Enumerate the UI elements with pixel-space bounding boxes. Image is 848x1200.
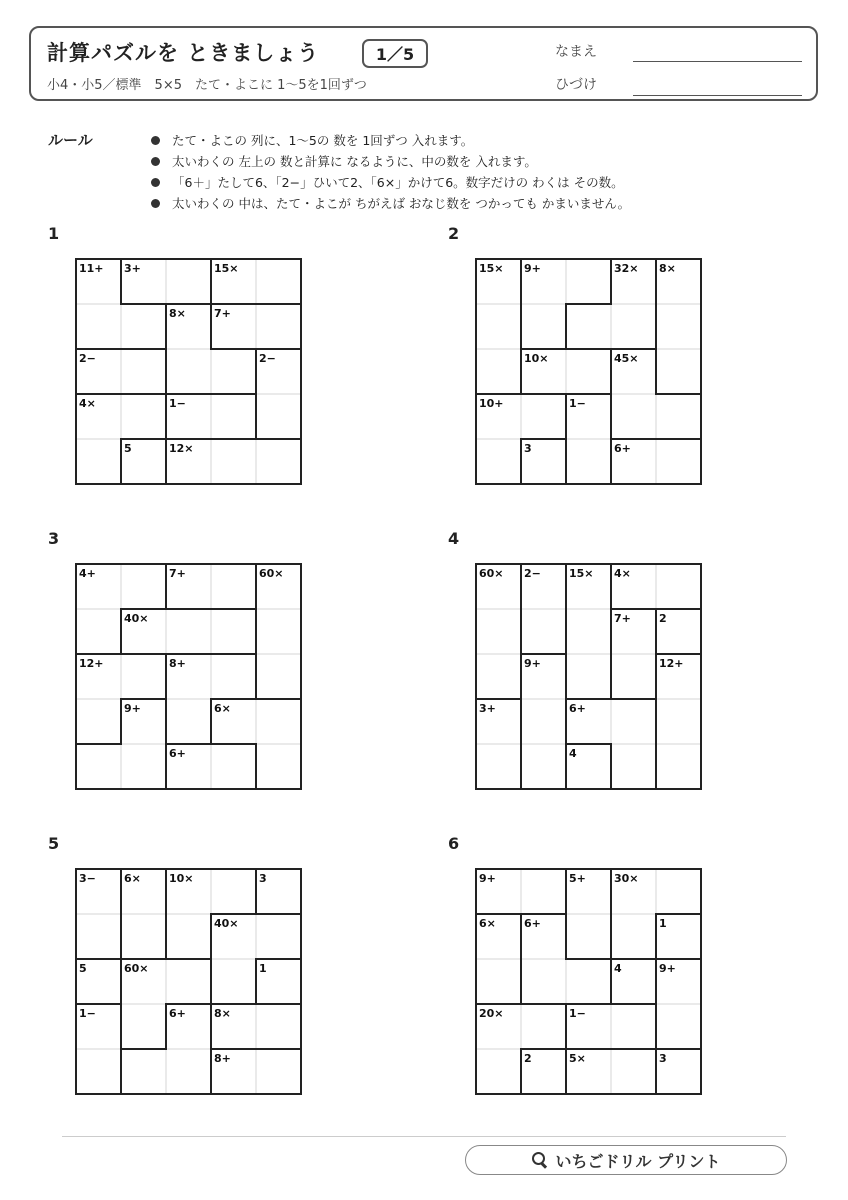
cage-clue: 2 (524, 1052, 532, 1065)
grid-cell[interactable] (76, 914, 121, 959)
cage-clue: 10+ (479, 397, 504, 410)
cage-clue: 2− (259, 352, 276, 365)
brand-label: いちごドリル プリント (555, 1151, 721, 1171)
cage-clue: 1 (659, 917, 667, 930)
name-write-line[interactable] (633, 61, 802, 62)
grid-cell[interactable] (256, 259, 301, 304)
cage-clue: 32× (614, 262, 639, 275)
grid-cell[interactable] (121, 914, 166, 959)
grid-cell[interactable] (256, 304, 301, 349)
grid-cell[interactable] (166, 959, 211, 1004)
grid-cell[interactable] (611, 394, 656, 439)
cage-clue: 40× (124, 612, 149, 625)
brand-link[interactable] (465, 1145, 787, 1175)
cage-clue: 11+ (79, 262, 104, 275)
grid-cell[interactable] (566, 439, 611, 484)
puzzle-grid[interactable] (476, 259, 701, 484)
grid-cell[interactable] (656, 564, 701, 609)
grid-cell[interactable] (256, 1004, 301, 1049)
grid-cell[interactable] (611, 699, 656, 744)
puzzle-grid[interactable] (476, 869, 701, 1094)
cage-clue: 5 (79, 962, 87, 975)
cage-clue: 1 (259, 962, 267, 975)
cage-clue: 9+ (479, 872, 496, 885)
grid-cell[interactable] (121, 1004, 166, 1049)
name-label: なまえ (555, 44, 597, 60)
grid-cell[interactable] (211, 654, 256, 699)
grid-cell[interactable] (566, 259, 611, 304)
cage-clue: 9+ (659, 962, 676, 975)
grid-cell[interactable] (256, 654, 301, 699)
grid-cell[interactable] (166, 259, 211, 304)
puzzle-number: 2 (448, 224, 460, 243)
grid-cell[interactable] (476, 654, 521, 699)
grid-cell[interactable] (476, 1049, 521, 1094)
grid-cell[interactable] (476, 744, 521, 789)
grid-cell[interactable] (211, 439, 256, 484)
grid-cell[interactable] (76, 439, 121, 484)
puzzle-number: 5 (48, 834, 60, 853)
grid-cell[interactable] (76, 304, 121, 349)
cage-clue: 4× (614, 567, 631, 580)
puzzle-grid[interactable] (476, 564, 701, 789)
worksheet-header (29, 26, 818, 101)
cage-clue: 20× (479, 1007, 504, 1020)
cage-clue: 60× (259, 567, 284, 580)
grid-cell[interactable] (476, 609, 521, 654)
grid-cell[interactable] (211, 564, 256, 609)
grid-cell[interactable] (476, 304, 521, 349)
grid-cell[interactable] (211, 609, 256, 654)
rule-item: たて・よこの 列に、1～5の 数を 1回ずつ 入れます。 (148, 130, 630, 151)
cage-clue: 4× (79, 397, 96, 410)
cage-clue: 2− (524, 567, 541, 580)
cage-clue: 8× (214, 1007, 231, 1020)
grid-cell[interactable] (121, 744, 166, 789)
cage-clue: 5 (124, 442, 132, 455)
cage-clue: 1− (169, 397, 186, 410)
cage-clue: 8+ (169, 657, 186, 670)
grid-cell[interactable] (121, 304, 166, 349)
grid-lines (76, 869, 301, 1094)
page-title: 計算パズルを ときましょう (47, 41, 320, 65)
grid-cell[interactable] (566, 304, 611, 349)
grid-cell[interactable] (166, 914, 211, 959)
grid-cell[interactable] (121, 1049, 166, 1094)
cage-clue: 9+ (524, 262, 541, 275)
cage-clue: 45× (614, 352, 639, 365)
cage-clue: 8× (659, 262, 676, 275)
grid-lines (476, 564, 701, 789)
cage-clue: 10× (524, 352, 549, 365)
worksheet-subtitle: 小4・小5／標準 5×5 たて・よこに 1～5を1回ずつ (47, 78, 367, 93)
grid-cell[interactable] (656, 304, 701, 349)
grid-cell[interactable] (211, 869, 256, 914)
grid-cell[interactable] (211, 349, 256, 394)
grid-cell[interactable] (76, 699, 121, 744)
cage-clue: 3− (79, 872, 96, 885)
grid-cell[interactable] (256, 394, 301, 439)
grid-lines (476, 259, 701, 484)
rules-heading: ルール (48, 131, 93, 149)
grid-cell[interactable] (611, 744, 656, 789)
grid-cell[interactable] (566, 654, 611, 699)
cage-clue: 1− (569, 397, 586, 410)
grid-cell[interactable] (521, 744, 566, 789)
cage-clue: 40× (214, 917, 239, 930)
puzzle-grid[interactable] (76, 259, 301, 484)
cage-clue: 5× (569, 1052, 586, 1065)
grid-cell[interactable] (76, 609, 121, 654)
cage-clue: 5+ (569, 872, 586, 885)
cage-clue: 1− (569, 1007, 586, 1020)
grid-cell[interactable] (566, 914, 611, 959)
grid-cell[interactable] (611, 1049, 656, 1094)
grid-cell[interactable] (566, 959, 611, 1004)
cage-clue: 7+ (614, 612, 631, 625)
grid-cell[interactable] (476, 439, 521, 484)
cage-clue: 12× (169, 442, 194, 455)
cage-clue: 9+ (124, 702, 141, 715)
rule-item: 太いわくの 左上の 数と計算に なるように、中の数を 入れます。 (148, 151, 630, 172)
grid-cell[interactable] (521, 699, 566, 744)
grid-cell[interactable] (76, 1049, 121, 1094)
grid-cell[interactable] (256, 914, 301, 959)
grid-cell[interactable] (256, 1049, 301, 1094)
cage-clue: 6× (214, 702, 231, 715)
rule-item: 「6＋」たして6、「2−」ひいて2、「6×」かけて6。数字だけの わくは その数。 (148, 172, 630, 193)
cage-clue: 3 (524, 442, 532, 455)
grid-cell[interactable] (256, 609, 301, 654)
puzzle-grid[interactable] (76, 564, 301, 789)
grid-cell[interactable] (656, 1004, 701, 1049)
grid-cell[interactable] (121, 394, 166, 439)
grid-cell[interactable] (121, 349, 166, 394)
puzzle-number: 3 (48, 529, 60, 548)
cage-clue: 6+ (569, 702, 586, 715)
grid-cell[interactable] (611, 304, 656, 349)
cage-clue: 4 (569, 747, 577, 760)
grid-cell[interactable] (656, 439, 701, 484)
cage-clue: 6× (479, 917, 496, 930)
grid-cell[interactable] (476, 349, 521, 394)
grid-cell[interactable] (521, 1004, 566, 1049)
date-label: ひづけ (555, 77, 597, 93)
cage-clue: 6× (124, 872, 141, 885)
cage-clue: 2− (79, 352, 96, 365)
footer-divider (62, 1136, 786, 1137)
search-icon (532, 1152, 548, 1168)
page-number-badge: 1／5 (362, 39, 428, 68)
cage-clue: 3 (659, 1052, 667, 1065)
cage-clue: 6+ (614, 442, 631, 455)
cage-clue: 60× (124, 962, 149, 975)
puzzle-number: 6 (448, 834, 460, 853)
grid-cell[interactable] (656, 394, 701, 439)
cage-clue: 15× (569, 567, 594, 580)
puzzle-number: 1 (48, 224, 60, 243)
cage-clue: 4 (614, 962, 622, 975)
rules-list (148, 130, 630, 214)
cage-clue: 12+ (659, 657, 684, 670)
grid-cell[interactable] (656, 349, 701, 394)
grid-cell[interactable] (566, 349, 611, 394)
grid-cell[interactable] (211, 394, 256, 439)
cage-clue: 4+ (79, 567, 96, 580)
cage-clue: 30× (614, 872, 639, 885)
grid-lines (76, 564, 301, 789)
cage-clue: 12+ (79, 657, 104, 670)
cage-clue: 6+ (169, 1007, 186, 1020)
puzzle-number: 4 (448, 529, 460, 548)
grid-cell[interactable] (256, 744, 301, 789)
grid-cell[interactable] (166, 609, 211, 654)
grid-cell[interactable] (211, 959, 256, 1004)
cage-clue: 6+ (169, 747, 186, 760)
grid-cell[interactable] (121, 654, 166, 699)
grid-cell[interactable] (521, 304, 566, 349)
grid-cell[interactable] (76, 744, 121, 789)
cage-clue: 8+ (214, 1052, 231, 1065)
grid-cell[interactable] (521, 394, 566, 439)
cage-clue: 10× (169, 872, 194, 885)
cage-clue: 7+ (169, 567, 186, 580)
cage-clue: 60× (479, 567, 504, 580)
grid-cell[interactable] (256, 699, 301, 744)
cage-clue: 15× (479, 262, 504, 275)
cage-clue: 2 (659, 612, 667, 625)
grid-cell[interactable] (656, 699, 701, 744)
grid-cell[interactable] (566, 609, 611, 654)
cage-clue: 3 (259, 872, 267, 885)
cage-clue: 3+ (124, 262, 141, 275)
cage-clue: 6+ (524, 917, 541, 930)
grid-cell[interactable] (476, 959, 521, 1004)
cage-clue: 8× (169, 307, 186, 320)
grid-cell[interactable] (211, 744, 256, 789)
grid-cell[interactable] (521, 959, 566, 1004)
cage-clue: 7+ (214, 307, 231, 320)
grid-cell[interactable] (656, 744, 701, 789)
grid-cell[interactable] (611, 654, 656, 699)
cage-clue: 3+ (479, 702, 496, 715)
cage-clue: 9+ (524, 657, 541, 670)
grid-cell[interactable] (521, 609, 566, 654)
grid-cell[interactable] (256, 439, 301, 484)
grid-cell[interactable] (166, 1049, 211, 1094)
grid-lines (476, 869, 701, 1094)
grid-cell[interactable] (611, 914, 656, 959)
date-write-line[interactable] (633, 95, 802, 96)
cage-clue: 1− (79, 1007, 96, 1020)
puzzle-grid[interactable] (76, 869, 301, 1094)
grid-cell[interactable] (656, 869, 701, 914)
grid-cell[interactable] (166, 699, 211, 744)
grid-cell[interactable] (611, 1004, 656, 1049)
cage-clue: 15× (214, 262, 239, 275)
grid-cell[interactable] (121, 564, 166, 609)
grid-cell[interactable] (166, 349, 211, 394)
grid-cell[interactable] (521, 869, 566, 914)
rule-item: 太いわくの 中は、たて・よこが ちがえば おなじ数を つかっても かまいません。 (148, 193, 630, 214)
